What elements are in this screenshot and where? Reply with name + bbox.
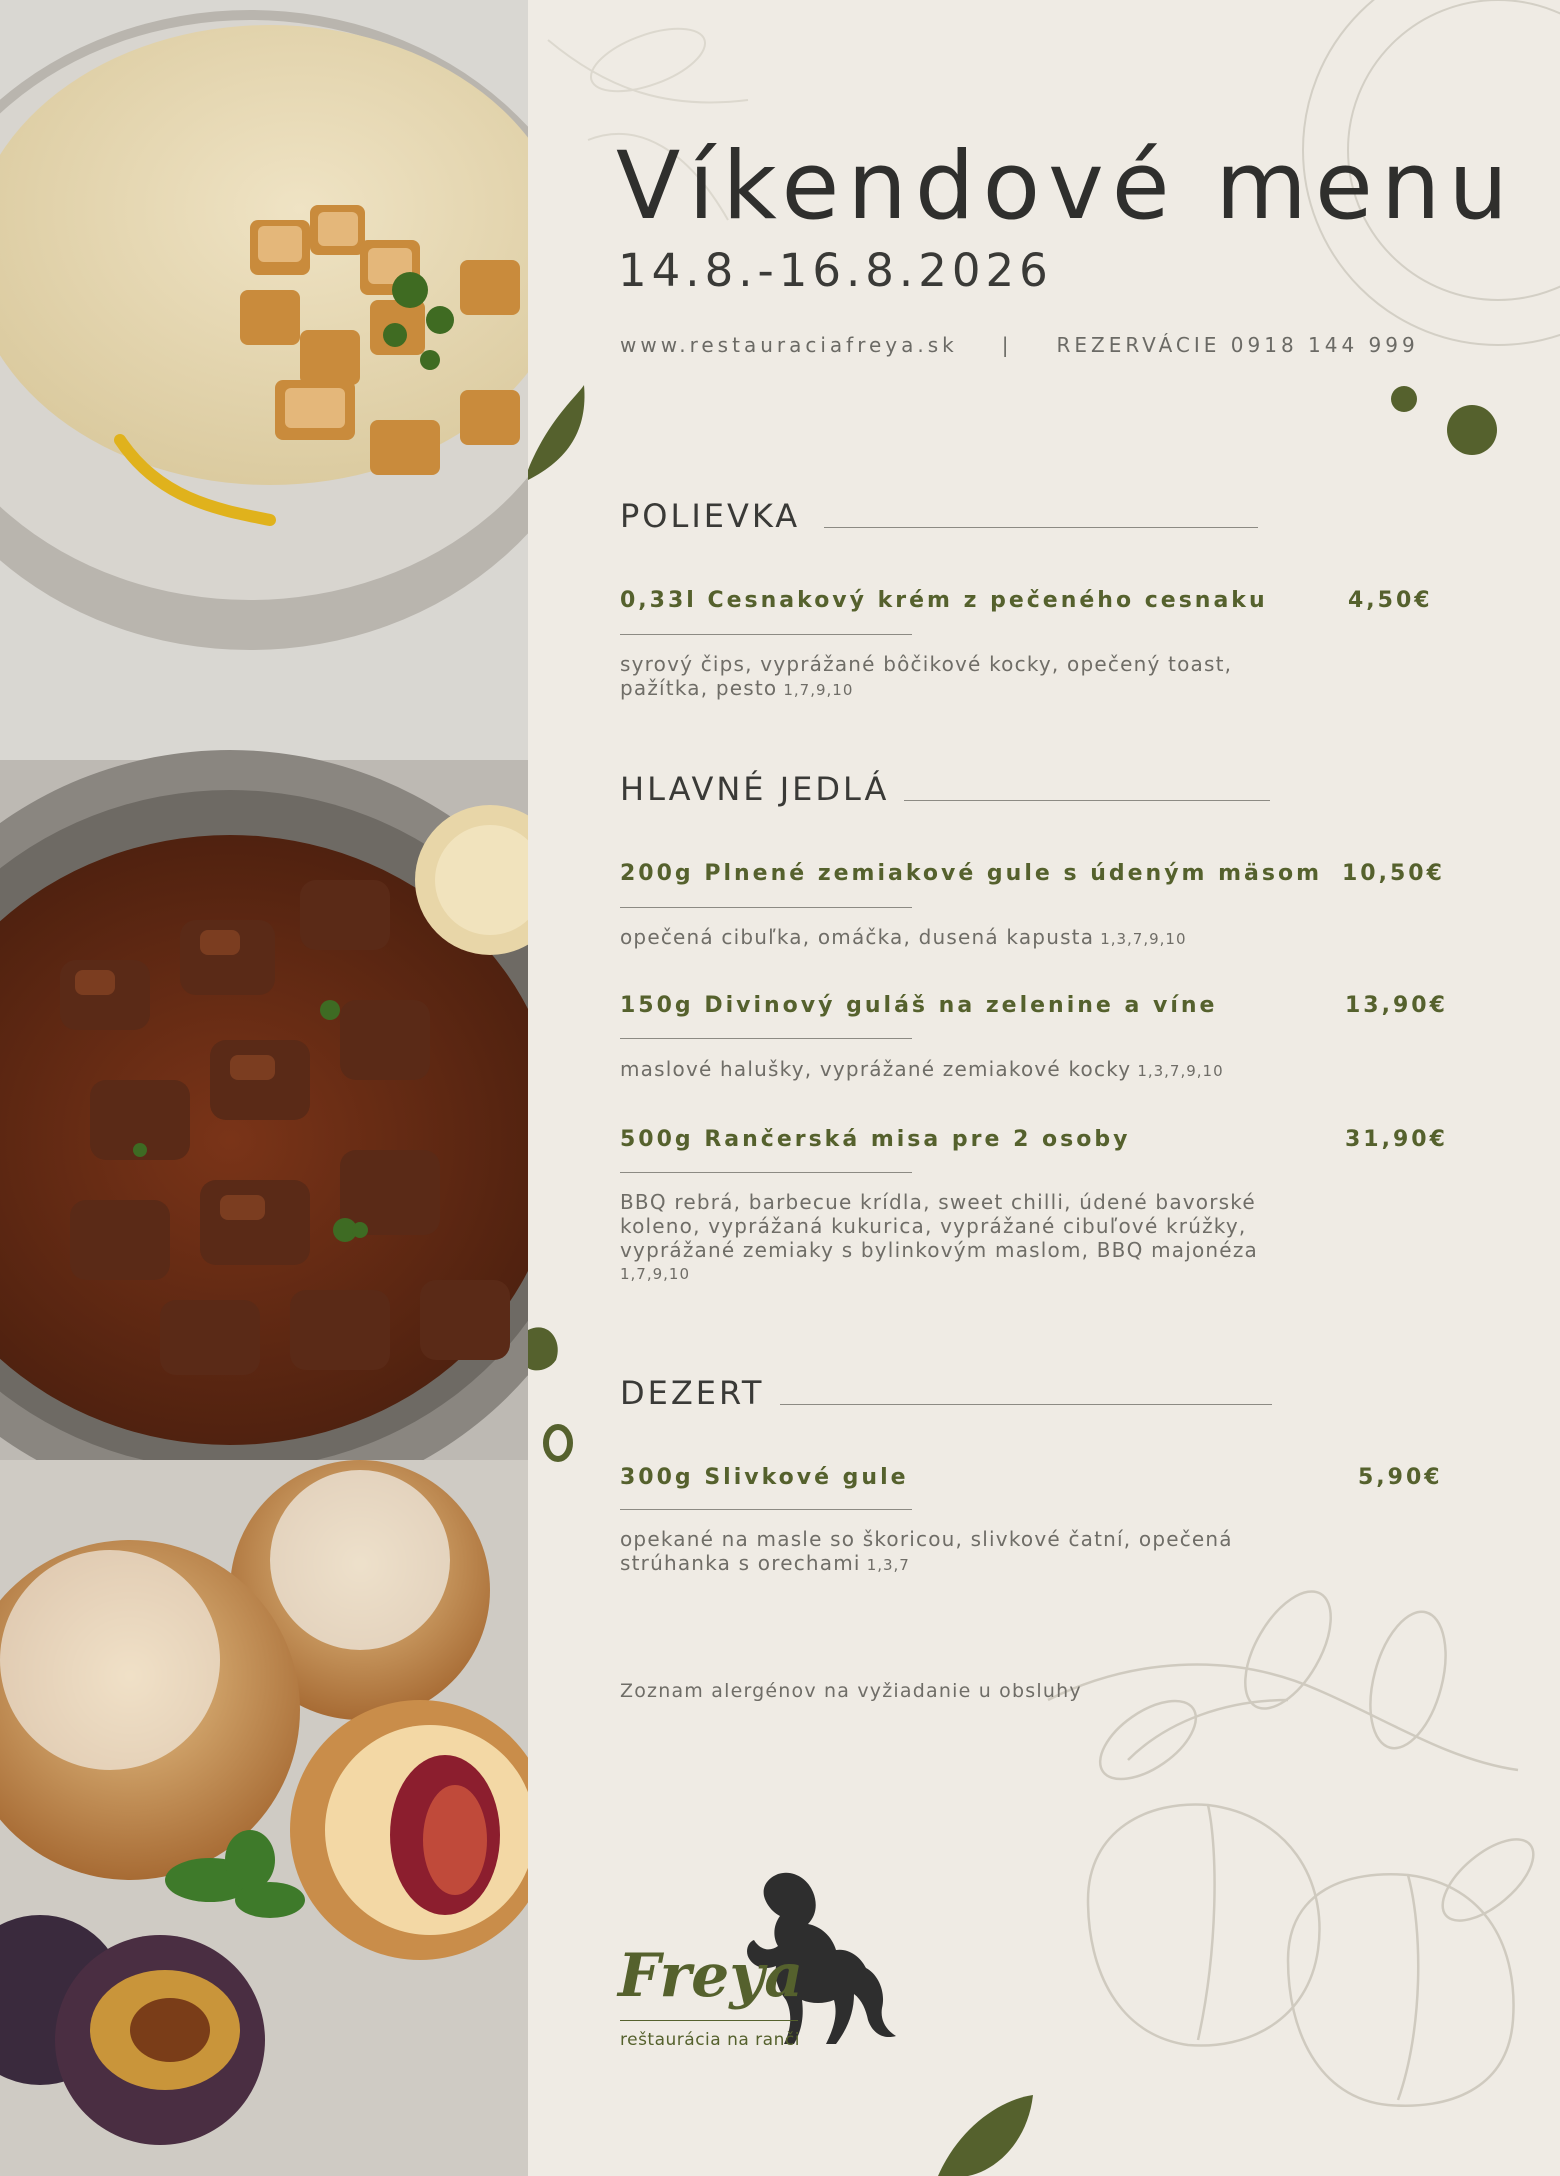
decorative-background	[528, 0, 1560, 2176]
menu-item-description: opekané na masle so škoricou, slivkové čatní, opečená strúhanka s orechami 1,3,7	[620, 1527, 1233, 1575]
allergens: 1,3,7,9,10	[1137, 1062, 1224, 1080]
menu-item-name: 0,33l Cesnakový krém z pečeného cesnaku	[620, 588, 1268, 613]
allergen-note: Zoznam alergénov na vyžiadanie u obsluhy	[620, 1680, 1082, 1702]
logo-rule	[620, 2020, 798, 2021]
menu-item-name: 300g Slivkové gule	[620, 1465, 909, 1490]
item-underline	[620, 1172, 912, 1173]
menu-item-price: 10,50€	[1342, 861, 1445, 886]
dumplings-photo	[0, 1460, 528, 2176]
logo-name: Freya	[618, 1941, 804, 2011]
menu-item-name: 150g Divinový guláš na zelenine a víne	[620, 993, 1218, 1018]
section-rule	[824, 527, 1258, 528]
menu-dates: 14.8.-16.8.2026	[618, 244, 1053, 297]
reservation-phone[interactable]: REZERVÁCIE 0918 144 999	[1056, 333, 1419, 357]
allergens: 1,7,9,10	[620, 1265, 691, 1283]
menu-item-price: 5,90€	[1358, 1465, 1443, 1490]
section-rule	[780, 1404, 1272, 1405]
menu-item-description: maslové halušky, vyprážané zemiakové kocky 1,3,7,9,10	[620, 1057, 1224, 1081]
item-underline	[620, 634, 912, 635]
menu-item-price: 31,90€	[1345, 1127, 1448, 1152]
item-underline	[620, 1038, 912, 1039]
menu-title: Víkendové menu	[616, 132, 1516, 241]
section-heading-soup: POLIEVKA	[620, 497, 801, 535]
menu-item-price: 4,50€	[1348, 588, 1433, 613]
separator: |	[1001, 333, 1013, 357]
item-underline	[620, 1509, 912, 1510]
allergens: 1,3,7	[866, 1556, 910, 1574]
menu-item-description: syrový čips, vyprážané bôčikové kocky, opečený toast, pažítka, pesto 1,7,9,10	[620, 652, 1233, 700]
allergens: 1,3,7,9,10	[1100, 930, 1187, 948]
food-photos	[0, 0, 528, 2176]
menu-panel	[528, 0, 1560, 2176]
menu-item-description: BBQ rebrá, barbecue krídla, sweet chilli, údené bavorské koleno, vyprážaná kukurica, vyprážané cibuľové krúžky, vyprážané zemiaky s bylinkovým maslom, BBQ majonéza 1,7,9,10	[620, 1190, 1258, 1286]
section-rule	[904, 800, 1270, 801]
menu-item-name: 500g Rančerská misa pre 2 osoby	[620, 1127, 1131, 1152]
menu-item-description: opečená cibuľka, omáčka, dusená kapusta 1,3,7,9,10	[620, 925, 1187, 949]
section-heading-dessert: DEZERT	[620, 1374, 765, 1412]
peach-line-art	[1048, 1578, 1547, 2106]
logo-subtitle: reštaurácia na ranči	[620, 2030, 800, 2050]
contact-line	[620, 333, 1419, 357]
menu-item-price: 13,90€	[1345, 993, 1448, 1018]
soup-photo	[0, 10, 528, 650]
allergens: 1,7,9,10	[783, 681, 854, 699]
goulash-photo	[0, 750, 528, 1510]
food-photo-column	[0, 0, 528, 2176]
item-underline	[620, 907, 912, 908]
section-heading-mains: HLAVNÉ JEDLÁ	[620, 770, 890, 808]
menu-item-name: 200g Plnené zemiakové gule s údeným mäsom	[620, 861, 1323, 886]
website-link[interactable]: www.restauraciafreya.sk	[620, 333, 958, 357]
